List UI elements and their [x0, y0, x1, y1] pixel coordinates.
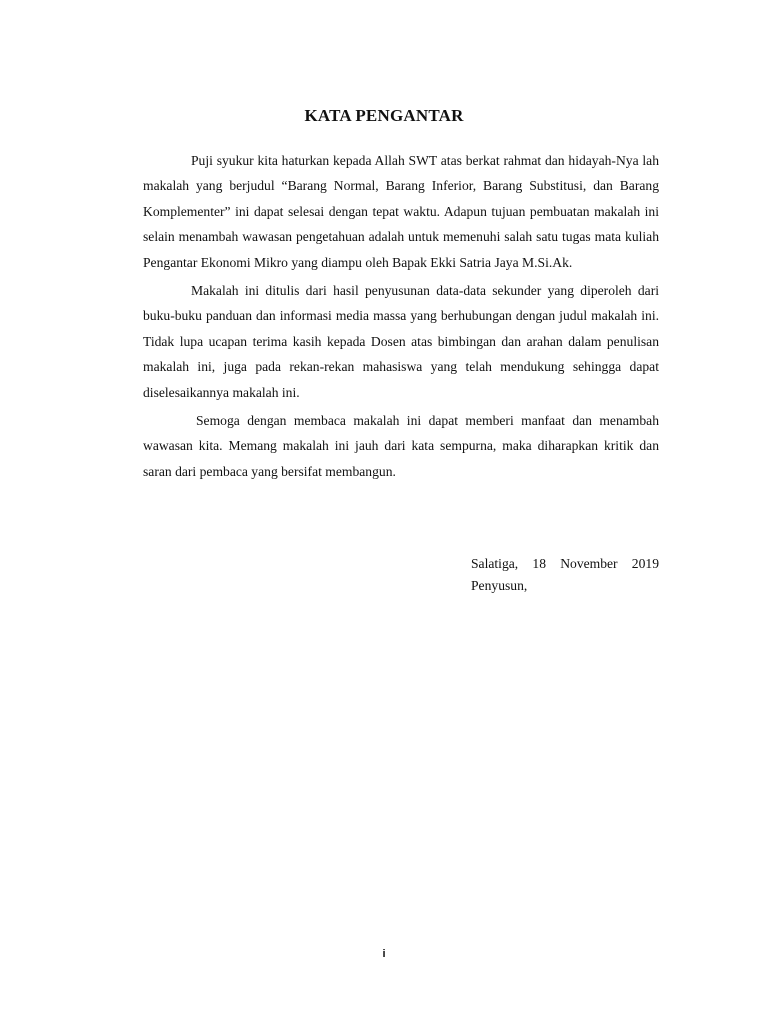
page-title: KATA PENGANTAR: [304, 106, 464, 125]
paragraph-3: Semoga dengan membaca makalah ini dapat memberi manfaat dan menambah wawasan kita. Memang makalah ini jauh dari kata sempurna, maka diharapkan kritik dan saran dari pembaca yang bersifat membangun.: [143, 413, 659, 479]
body-text: [143, 148, 659, 487]
signature-role: Penyusun,: [471, 578, 528, 593]
signature-place-date: Salatiga, 18 November 2019: [471, 556, 659, 571]
paragraph-1: Puji syukur kita haturkan kepada Allah SWT atas berkat rahmat dan hidayah-Nya lah makalah yang berjudul “Barang Normal, Barang Inferior, Barang Substitusi, dan Barang Komplementer” ini dapat selesai dengan tepat waktu. Adapun tujuan pembuatan makalah ini selain menambah wawasan pengetahuan adalah untuk memenuhi salah satu tugas mata kuliah Pengantar Ekonomi Mikro yang diampu oleh Bapak Ekki Satria Jaya M.Si.Ak.: [143, 153, 659, 270]
paragraph-2: Makalah ini ditulis dari hasil penyusunan data-data sekunder yang diperoleh dari buku-buku panduan dan informasi media massa yang berhubungan dengan judul makalah ini. Tidak lupa ucapan terima kasih kepada Dosen atas bimbingan dan arahan dalam penulisan makalah ini, juga pada rekan-rekan mahasiswa yang telah mendukung sehingga dapat diselesaikannya makalah ini.: [143, 283, 659, 400]
signature-block: [471, 553, 659, 597]
page-number: i: [382, 948, 386, 960]
